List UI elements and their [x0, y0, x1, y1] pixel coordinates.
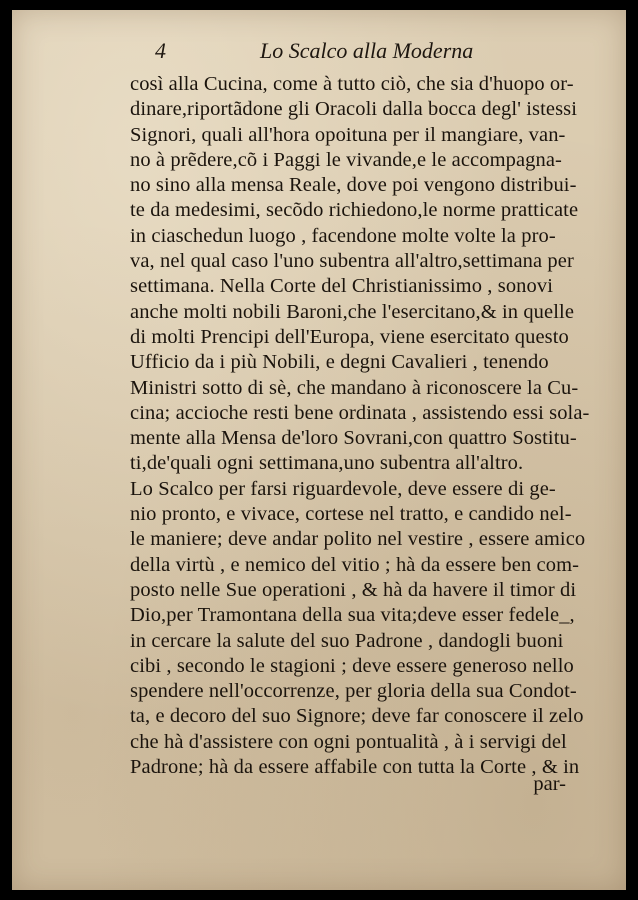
text-line: di molti Prencipi dell'Europa, viene esercitato questo [130, 325, 569, 348]
text-line: Lo Scalco per farsi riguardevole, deve essere di ge- [130, 477, 556, 500]
text-line: della virtù , e nemico del vitio ; hà da essere ben com- [130, 553, 580, 576]
body-text [130, 72, 610, 780]
text-line: Ministri sotto di sè, che mandano à riconoscere la Cu- [130, 376, 579, 399]
text-line: così alla Cucina, come à tutto ciò, che sia d'huopo or- [130, 73, 574, 95]
catchword-row [130, 773, 566, 799]
text-line: mente alla Mensa de'loro Sovrani,con quattro Sostitu- [130, 427, 577, 450]
text-line: va, nel qual caso l'uno subentra all'altro,settimana per [130, 250, 574, 273]
page-number: 4 [155, 38, 166, 63]
text-line: no sino alla mensa Reale, dove poi vengono distribui- [130, 174, 577, 197]
text-line: dinare,riportãdone gli Oracoli dalla bocca degl' istessi [130, 98, 578, 121]
catchword: par- [533, 773, 566, 795]
text-line: ta, e decoro del suo Signore; deve far conoscere il zelo [130, 705, 584, 728]
text-line: che hà d'assistere con ogni pontualità , à i servigi del [130, 730, 567, 753]
text-line: le maniere; deve andar polito nel vestire , essere amico [130, 528, 586, 551]
page-header [155, 38, 495, 68]
text-line: Signori, quali all'hora opoituna per il mangiare, van- [130, 123, 566, 146]
text-line: te da medesimi, secõdo richiedono,le norme pratticate [130, 199, 579, 222]
text-line: Dio,per Tramontana della sua vita;deve esser fedele_, [130, 604, 575, 627]
text-line: ti,de'quali ogni settimana,uno subentra all'altro. [130, 452, 524, 475]
text-line: in cercare la salute del suo Padrone , dandogli buoni [130, 629, 564, 652]
text-line: spendere nell'occorrenze, per gloria della sua Condot- [130, 680, 577, 703]
text-line: posto nelle Sue operationi , & hà da havere il timor di [130, 578, 577, 601]
text-line: no à prẽdere,cõ i Paggi le vivande,e le accompagna- [130, 148, 562, 171]
text-line: Padrone; hà da essere affabile con tutta la Corte , & in [130, 756, 580, 779]
text-line: in ciaschedun luogo , facendone molte volte la pro- [130, 224, 556, 247]
running-title: Lo Scalco alla Moderna [260, 38, 474, 63]
text-line: settimana. Nella Corte del Christianissimo , sonovi [130, 275, 554, 298]
text-line: cina; accioche resti bene ordinata , assistendo essi sola- [130, 401, 590, 424]
text-line: Ufficio da i più Nobili, e degni Cavalieri , tenendo [130, 351, 549, 374]
text-line: nio pronto, e vivace, cortese nel tratto, e candido nel- [130, 503, 572, 526]
text-line: anche molti nobili Baroni,che l'esercitano,& in quelle [130, 300, 575, 323]
text-line: cibi , secondo le stagioni ; deve essere generoso nello [130, 654, 574, 677]
